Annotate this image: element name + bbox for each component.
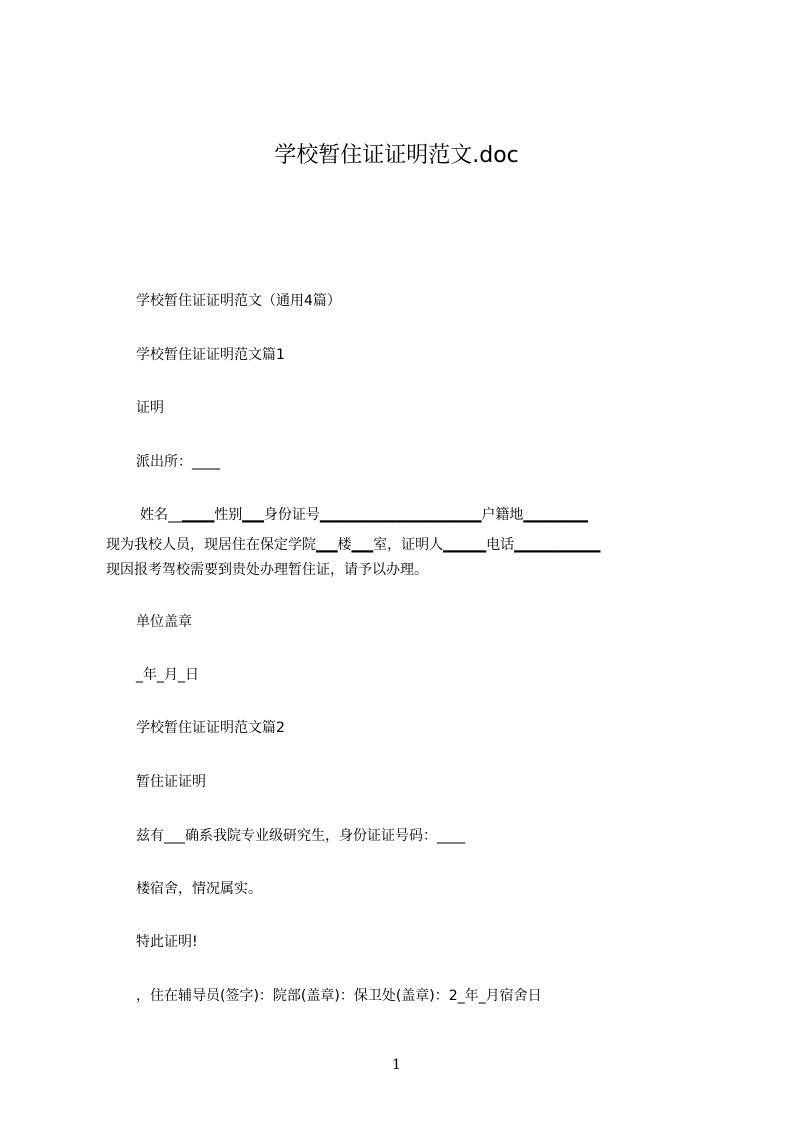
page-number: 1 [392, 1057, 401, 1073]
paragraph-intro: 学校暂住证证明范文（通用4篇） [136, 293, 341, 309]
paragraph-signatures: ，住在辅导员(签字)：院部(盖章)：保卫处(盖章)：2_年_月宿舍日 [136, 988, 542, 1004]
paragraph-date: _年_月_日 [136, 667, 199, 683]
paragraph-temp-residence-certificate: 暂住证证明 [136, 774, 206, 790]
paragraph-unit-seal: 单位盖章 [136, 614, 192, 630]
paragraph-dormitory: 楼宿舍，情况属实。 [136, 881, 262, 897]
paragraph-heading-1: 学校暂住证证明范文篇1 [136, 347, 285, 363]
paragraph-form-line-2: 现为我校人员，现居住在保定学院▁▁楼▁▁室，证明人▁▁▁▁电话▁▁▁▁▁▁▁▁ [106, 537, 601, 553]
paragraph-certificate-label: 证明 [136, 400, 164, 416]
paragraph-student-info: 兹有___确系我院专业级研究生，身份证证号码：____ [136, 828, 465, 844]
paragraph-police-station: 派出所：____ [136, 454, 220, 470]
paragraph-form-line-1: 姓名__▁▁▁性别▁▁身份证号▁▁▁▁▁▁▁▁▁▁▁▁▁▁▁户籍地▁▁▁▁▁▁ [140, 507, 588, 523]
paragraph-hereby-certify: 特此证明! [136, 934, 198, 950]
document-title: 学校暂住证证明范文.doc [274, 143, 519, 168]
paragraph-heading-2: 学校暂住证证明范文篇2 [136, 720, 285, 736]
paragraph-form-line-3: 现因报考驾校需要到贵处办理暂住证，请予以办理。 [106, 562, 428, 578]
